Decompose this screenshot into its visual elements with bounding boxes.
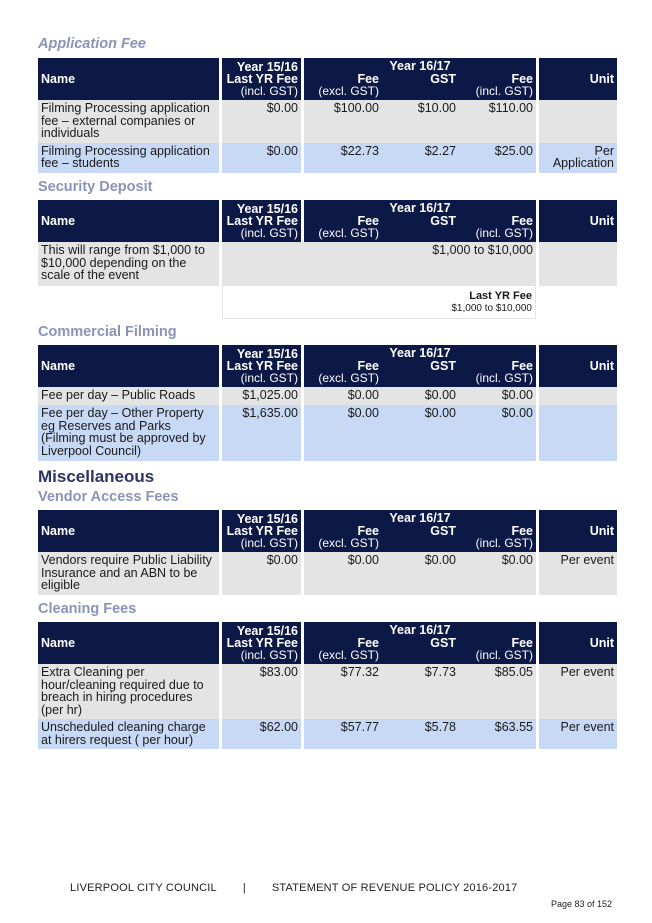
header-unit: Unit xyxy=(539,58,617,100)
header-year1617-label: Year 16/17 xyxy=(389,59,451,73)
row-name: Extra Cleaning per hour/cleaning required due to breach in hiring procedures (per hr) xyxy=(38,664,219,719)
header-gst: GST xyxy=(430,524,456,538)
footer-separator: | xyxy=(242,882,246,894)
header-year1617-label: Year 16/17 xyxy=(389,511,451,525)
row-last-fee: $1,635.00 xyxy=(222,405,301,461)
row-fee-incl: $63.55 xyxy=(494,720,533,734)
header-name: Name xyxy=(38,510,219,552)
header-year1617 xyxy=(304,200,536,242)
table-row xyxy=(38,242,617,286)
header-year1516 xyxy=(222,200,301,242)
header-gst: GST xyxy=(430,214,456,228)
header-last-yr-fee: Last YR Fee xyxy=(226,359,298,373)
header-fee-incl: Fee xyxy=(511,359,533,373)
last-yr-fee-value: $1,000 to $10,000 xyxy=(451,302,532,314)
header-name: Name xyxy=(38,200,219,242)
row-name: Fee per day – Other Property eg Reserves and Parks (Filming must be approved by Liverpool Council) xyxy=(38,405,219,461)
page-number: Page 83 of 152 xyxy=(550,899,612,909)
header-fee-excl: Fee xyxy=(357,359,379,373)
header-incl-gst: (incl. GST) xyxy=(240,84,298,98)
header-year1617-label: Year 16/17 xyxy=(389,201,451,215)
footer-doc-title: STATEMENT OF REVENUE POLICY 2016-2017 xyxy=(271,882,518,894)
header-incl-gst-2: (incl. GST) xyxy=(475,226,533,240)
row-unit: Per event xyxy=(539,719,617,749)
row-1617-values xyxy=(304,387,536,405)
row-fee-incl: $85.05 xyxy=(494,665,533,679)
section-title-cleaning-fees: Cleaning Fees xyxy=(38,601,137,617)
row-last-fee: $0.00 xyxy=(222,552,301,595)
table-row xyxy=(38,387,617,405)
row-unit xyxy=(539,100,617,143)
table-row xyxy=(38,405,617,461)
row-1617-values xyxy=(304,143,536,173)
table-row xyxy=(38,664,617,719)
row-name: Unscheduled cleaning charge at hirers request ( per hour) xyxy=(38,719,219,749)
header-year1516 xyxy=(222,510,301,552)
header-excl-gst: (excl. GST) xyxy=(318,648,379,662)
header-last-yr-fee: Last YR Fee xyxy=(226,636,298,650)
header-year1516-label: Year 15/16 xyxy=(236,624,298,638)
security-deposit-table xyxy=(35,200,620,319)
header-year1516-label: Year 15/16 xyxy=(236,202,298,216)
commercial-filming-table xyxy=(35,345,620,461)
row-name: Filming Processing application fee – students xyxy=(38,143,219,173)
header-incl-gst: (incl. GST) xyxy=(240,648,298,662)
row-unit: Per event xyxy=(539,552,617,595)
row-last-fee: $1,025.00 xyxy=(222,387,301,405)
table-row xyxy=(38,100,617,143)
header-last-yr-fee: Last YR Fee xyxy=(226,72,298,86)
header-name: Name xyxy=(38,345,219,387)
header-incl-gst-2: (incl. GST) xyxy=(475,648,533,662)
row-last-fee: $83.00 xyxy=(222,664,301,719)
header-year1617-label: Year 16/17 xyxy=(389,623,451,637)
row-last-fee: $0.00 xyxy=(222,100,301,143)
header-year1516 xyxy=(222,622,301,664)
section-title-miscellaneous: Miscellaneous xyxy=(38,467,155,486)
header-unit: Unit xyxy=(539,622,617,664)
header-year1516-label: Year 15/16 xyxy=(236,347,298,361)
header-gst: GST xyxy=(430,359,456,373)
header-fee-incl: Fee xyxy=(511,636,533,650)
header-last-yr-fee: Last YR Fee xyxy=(226,214,298,228)
row-fee-excl: $0.00 xyxy=(347,553,379,567)
vendor-access-table xyxy=(35,510,620,595)
row-fee-incl: $0.00 xyxy=(501,553,533,567)
document-page xyxy=(38,0,614,923)
row-gst: $5.78 xyxy=(424,720,456,734)
row-last-fee: $62.00 xyxy=(222,719,301,749)
row-name: This will range from $1,000 to $10,000 depending on the scale of the event xyxy=(38,242,219,286)
row-1617-values xyxy=(304,405,536,461)
row-last-fee: $0.00 xyxy=(222,143,301,173)
header-unit: Unit xyxy=(539,200,617,242)
section-title-commercial-filming: Commercial Filming xyxy=(38,324,177,340)
row-fee-excl: $57.77 xyxy=(340,720,379,734)
header-excl-gst: (excl. GST) xyxy=(318,84,379,98)
table-row xyxy=(38,143,617,173)
row-gst: $7.73 xyxy=(424,665,456,679)
header-fee-excl: Fee xyxy=(357,524,379,538)
header-year1617 xyxy=(304,345,536,387)
row-unit xyxy=(539,387,617,405)
application-fee-table xyxy=(35,58,620,173)
row-fee-incl: $0.00 xyxy=(501,406,533,420)
header-last-yr-fee: Last YR Fee xyxy=(226,524,298,538)
row-name: Filming Processing application fee – external companies or individuals xyxy=(38,100,219,143)
row-fee-excl: $0.00 xyxy=(347,406,379,420)
last-yr-fee-label: Last YR Fee xyxy=(469,290,532,302)
section-title-vendor-access: Vendor Access Fees xyxy=(38,489,179,505)
header-fee-incl: Fee xyxy=(511,524,533,538)
table-row xyxy=(38,719,617,749)
row-unit: Per Application xyxy=(539,143,617,173)
row-fee-excl: $0.00 xyxy=(347,388,379,402)
section-title-application-fee: Application Fee xyxy=(38,36,146,52)
header-incl-gst-2: (incl. GST) xyxy=(475,371,533,385)
header-fee-excl: Fee xyxy=(357,636,379,650)
row-fee-incl: $0.00 xyxy=(501,388,533,402)
header-fee-excl: Fee xyxy=(357,214,379,228)
row-fee-excl: $22.73 xyxy=(340,143,379,158)
row-gst: $10.00 xyxy=(417,101,456,115)
header-fee-incl: Fee xyxy=(511,72,533,86)
row-gst: $0.00 xyxy=(424,388,456,402)
last-yr-fee-note xyxy=(222,286,536,319)
section-title-security-deposit: Security Deposit xyxy=(38,179,153,195)
row-gst: $2.27 xyxy=(424,143,456,158)
header-fee-incl: Fee xyxy=(511,214,533,228)
header-unit: Unit xyxy=(539,510,617,552)
row-1617-values xyxy=(304,719,536,749)
header-year1617 xyxy=(304,58,536,100)
header-name: Name xyxy=(38,58,219,100)
header-year1617 xyxy=(304,622,536,664)
row-unit xyxy=(539,405,617,461)
row-1617-values xyxy=(304,664,536,719)
header-year1516-label: Year 15/16 xyxy=(236,512,298,526)
cleaning-fees-table xyxy=(35,622,620,749)
table-row xyxy=(38,286,617,319)
header-excl-gst: (excl. GST) xyxy=(318,226,379,240)
row-fee-incl: $110.00 xyxy=(488,101,533,115)
header-excl-gst: (excl. GST) xyxy=(318,536,379,550)
header-gst: GST xyxy=(430,72,456,86)
header-unit: Unit xyxy=(539,345,617,387)
header-year1617 xyxy=(304,510,536,552)
row-1617-values xyxy=(304,100,536,143)
header-incl-gst: (incl. GST) xyxy=(240,536,298,550)
page-footer xyxy=(70,882,518,894)
row-unit xyxy=(539,242,617,286)
row-name: Vendors require Public Liability Insurance and an ABN to be eligible xyxy=(38,552,219,595)
header-incl-gst-2: (incl. GST) xyxy=(475,84,533,98)
row-range: $1,000 to $10,000 xyxy=(222,242,536,286)
header-gst: GST xyxy=(430,636,456,650)
row-1617-values xyxy=(304,552,536,595)
header-year1617-label: Year 16/17 xyxy=(389,346,451,360)
header-incl-gst-2: (incl. GST) xyxy=(475,536,533,550)
header-excl-gst: (excl. GST) xyxy=(318,371,379,385)
header-year1516 xyxy=(222,345,301,387)
header-fee-excl: Fee xyxy=(357,72,379,86)
row-fee-incl: $25.00 xyxy=(494,143,533,158)
row-gst: $0.00 xyxy=(424,553,456,567)
header-incl-gst: (incl. GST) xyxy=(240,371,298,385)
footer-org: LIVERPOOL CITY COUNCIL xyxy=(70,882,217,894)
row-fee-excl: $100.00 xyxy=(333,101,379,115)
header-name: Name xyxy=(38,622,219,664)
header-year1516 xyxy=(222,58,301,100)
header-incl-gst: (incl. GST) xyxy=(240,226,298,240)
row-name: Fee per day – Public Roads xyxy=(38,387,219,405)
row-unit: Per event xyxy=(539,664,617,719)
header-year1516-label: Year 15/16 xyxy=(236,60,298,74)
row-fee-excl: $77.32 xyxy=(340,665,379,679)
row-gst: $0.00 xyxy=(424,406,456,420)
table-row xyxy=(38,552,617,595)
